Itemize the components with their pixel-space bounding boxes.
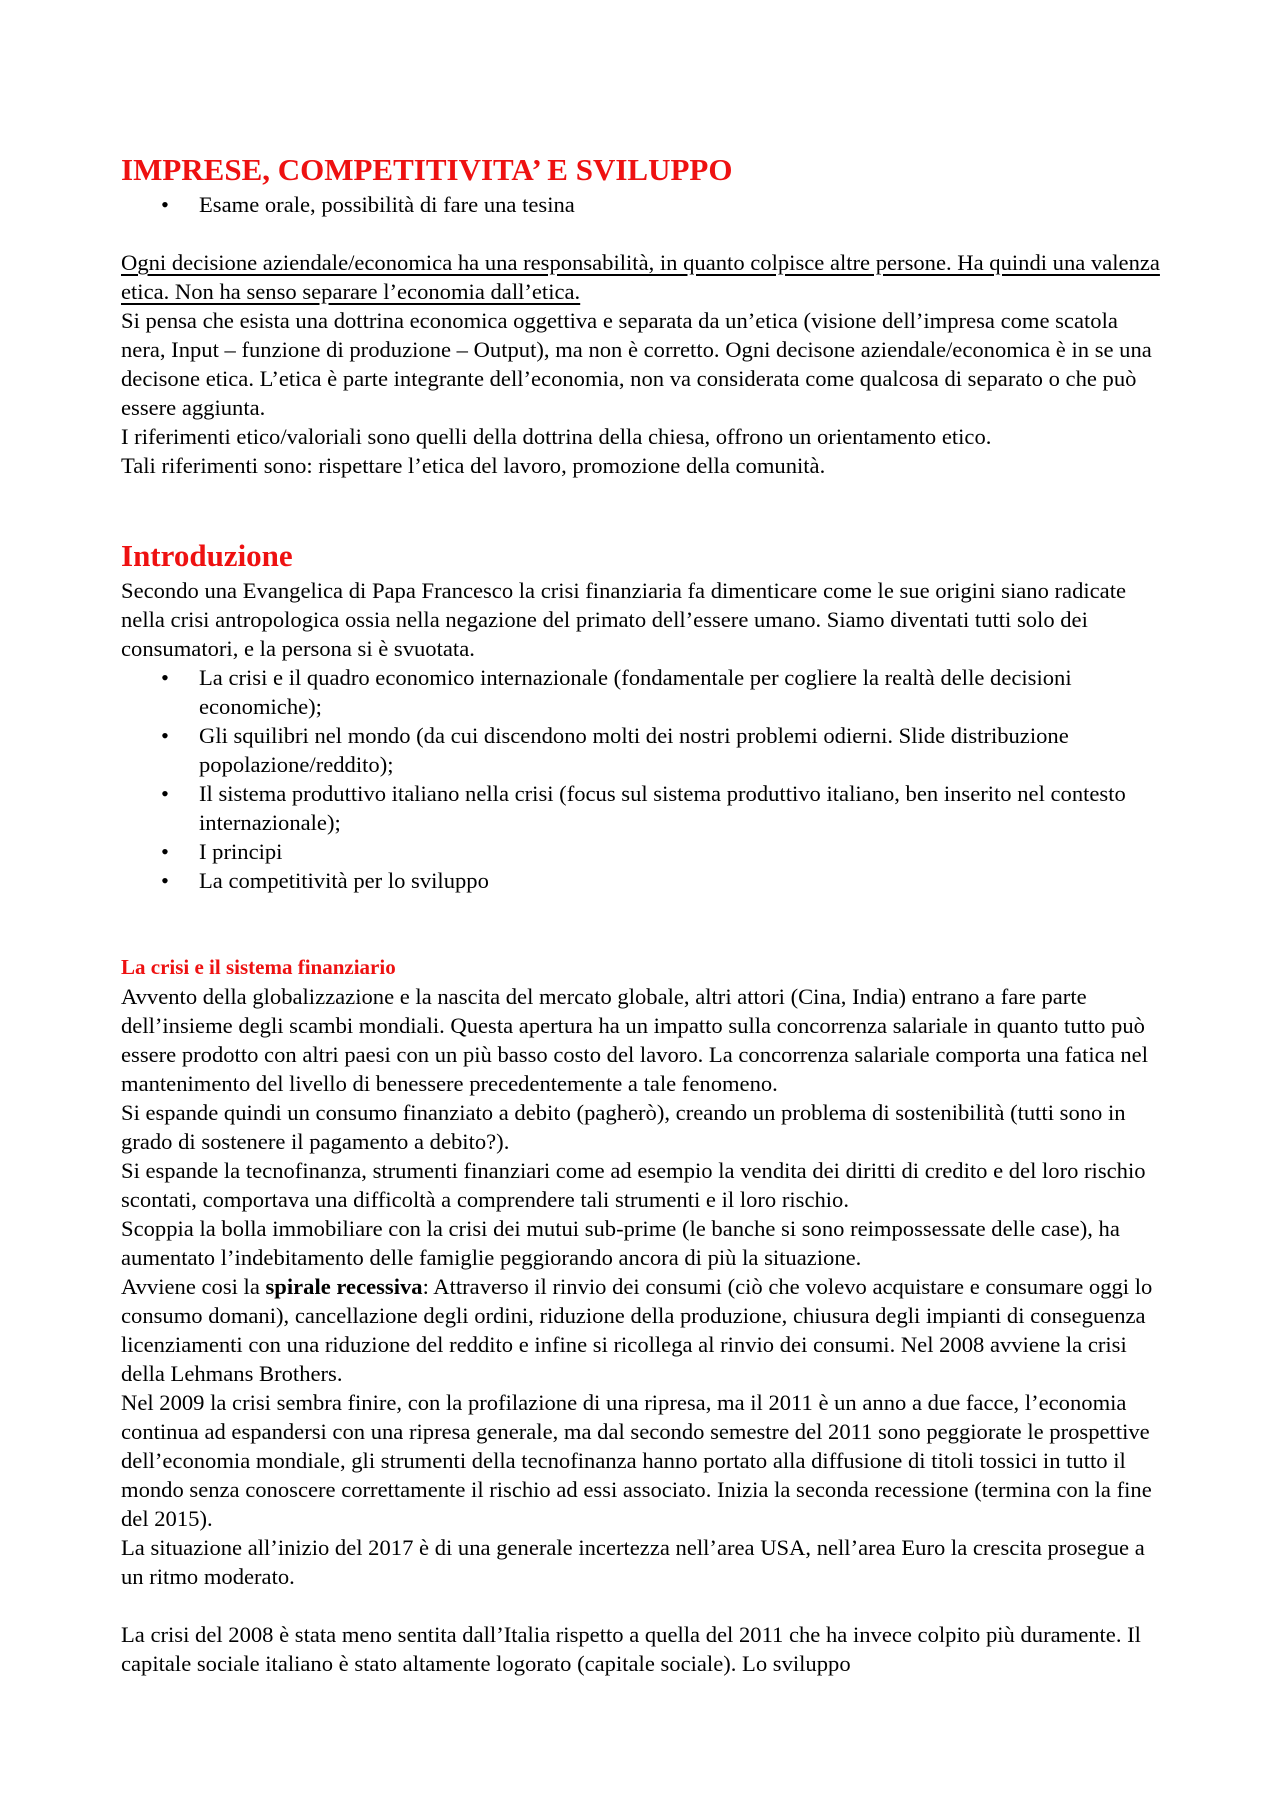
- list-item: • Gli squilibri nel mondo (da cui discendono molti dei nostri problemi odierni. Slide distribuzione popolazione/reddito);: [121, 721, 1161, 779]
- paragraph-text: : Attraverso il rinvio dei consumi (ciò che volevo acquistare e consumare oggi lo consumo domani), cancellazione degli ordini, riduzione della produzione, chiusura degli impianti di conseguenza licenziamenti con una riduzione del reddito e infine si ricollega al rinvio dei consumi. Nel 2008 avviene la crisi della Lehmans Brothers.: [121, 1274, 1153, 1386]
- intro-paragraph: Si pensa che esista una dottrina economica oggettiva e separata da un’etica (visione dell’impresa come scatola nera, Input – funzione di produzione – Output), ma non è corretto. Ogni decisone aziendale/economica è in se una decisone etica. L’etica è parte integrante dell’economia, non va considerata come qualcosa di separato o che può essere aggiunta.: [121, 308, 1152, 420]
- spacer: [121, 480, 1161, 536]
- spacer: [121, 1591, 1161, 1620]
- section-heading-introduzione: Introduzione: [121, 538, 293, 573]
- document-title: IMPRESE, COMPETITIVITA’ E SVILUPPO: [121, 152, 733, 187]
- section-paragraph: Scoppia la bolla immobiliare con la crisi dei mutui sub-prime (le banche si sono reimpossessate delle case), ha aumentato l’indebitamento delle famiglie peggiorando ancora di più la situazione.: [121, 1216, 1120, 1270]
- paragraph-text: Avviene cosi la: [121, 1274, 266, 1299]
- section-heading-crisi: La crisi e il sistema finanziario: [121, 955, 396, 979]
- section-paragraph: Avvento della globalizzazione e la nascita del mercato globale, altri attori (Cina, India) entrano a fare parte dell’insieme degli scambi mondiali. Questa apertura ha un impatto sulla concorrenza salariale in quanto tutto può essere prodotto con altri paesi con un più basso costo del lavoro. La concorrenza salariale comporta una fatica nel mantenimento del livello di benessere precedentemente a tale fenomeno.: [121, 984, 1148, 1096]
- list-item: • I principi: [121, 837, 1161, 866]
- section-paragraph: Si espande la tecnofinanza, strumenti finanziari come ad esempio la vendita dei diritti di credito e del loro rischio scontati, comportava una difficoltà a comprendere tali strumenti e il loro rischio.: [121, 1158, 1146, 1212]
- topics-bullet-list: [121, 663, 1161, 895]
- list-item: • La crisi e il quadro economico internazionale (fondamentale per cogliere la realtà delle decisioni economiche);: [121, 663, 1161, 721]
- section-paragraph: Secondo una Evangelica di Papa Francesco la crisi finanziaria fa dimenticare come le sue origini siano radicate nella crisi antropologica ossia nella negazione del primato dell’essere umano. Siamo diventati tutti solo dei consumatori, e la persona si è svuotata.: [121, 578, 1127, 661]
- spacer: [121, 895, 1161, 953]
- section-paragraph: La situazione all’inizio del 2017 è di una generale incertezza nell’area USA, nell’area Euro la crescita prosegue a un ritmo moderato.: [121, 1535, 1145, 1589]
- intro-paragraph: Tali riferimenti sono: rispettare l’etica del lavoro, promozione della comunità.: [121, 453, 826, 478]
- document-page: [121, 150, 1161, 1678]
- list-item: • La competitività per lo sviluppo: [121, 866, 1161, 895]
- bold-term-spirale-recessiva: spirale recessiva: [265, 1274, 423, 1299]
- section-paragraph: La crisi del 2008 è stata meno sentita dall’Italia rispetto a quella del 2011 che ha invece colpito più duramente. Il capitale sociale italiano è stato altamente logorato (capitale sociale). Lo sviluppo: [121, 1622, 1141, 1676]
- intro-bullet-list: [121, 190, 1161, 219]
- section-paragraph: [121, 1272, 1161, 1388]
- underlined-statement: Ogni decisione aziendale/economica ha una responsabilità, in quanto colpisce altre persone. Ha quindi una valenza etica. Non ha senso separare l’economia dall’etica.: [121, 250, 1160, 304]
- list-item: • Esame orale, possibilità di fare una tesina: [121, 190, 1161, 219]
- spacer: [121, 219, 1161, 248]
- section-paragraph: Si espande quindi un consumo finanziato a debito (pagherò), creando un problema di sostenibilità (tutti sono in grado di sostenere il pagamento a debito?).: [121, 1100, 1126, 1154]
- intro-paragraph: I riferimenti etico/valoriali sono quelli della dottrina della chiesa, offrono un orientamento etico.: [121, 424, 992, 449]
- section-paragraph: Nel 2009 la crisi sembra finire, con la profilazione di una ripresa, ma il 2011 è un anno a due facce, l’economia continua ad espandersi con una ripresa generale, ma dal secondo semestre del 2011 sono peggiorate le prospettive dell’economia mondiale, gli strumenti della tecnofinanza hanno portato alla diffusione di titoli tossici in tutto il mondo senza conoscere correttamente il rischio ad essi associato. Inizia la seconda recessione (termina con la fine del 2015).: [121, 1390, 1152, 1531]
- list-item: • Il sistema produttivo italiano nella crisi (focus sul sistema produttivo italiano, ben inserito nel contesto internazionale);: [121, 779, 1161, 837]
